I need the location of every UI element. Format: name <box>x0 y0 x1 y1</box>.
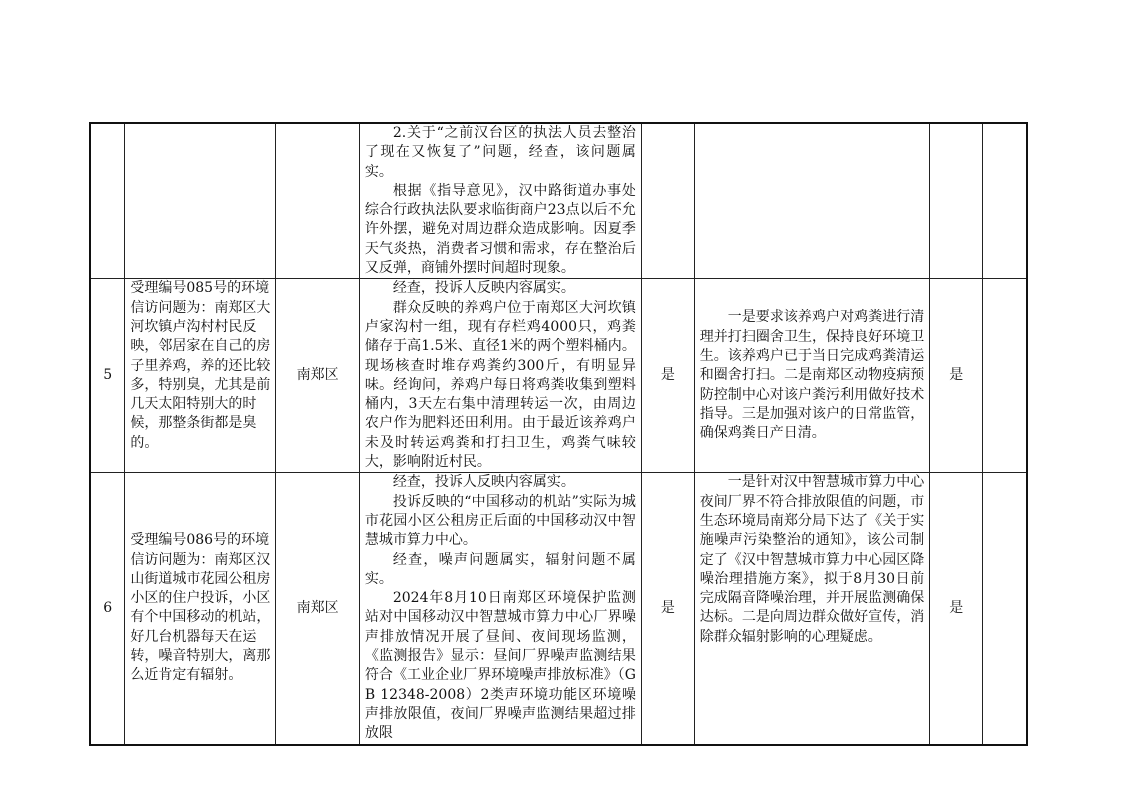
findings-paragraph: 经查，噪声问题属实，辐射问题不属实。 <box>364 551 636 587</box>
table-row <box>90 123 1027 279</box>
district-cell: 南郑区 <box>276 473 359 745</box>
row-number <box>90 123 125 279</box>
district-cell: 南郑区 <box>276 279 359 473</box>
resolved-cell: 是 <box>930 279 983 473</box>
verified-cell: 是 <box>641 473 694 745</box>
remark-cell <box>983 473 1027 745</box>
findings-paragraph: 投诉反映的“中国移动的机站”实际为城市花园小区公租房正后面的中国移动汉中智慧城市算力中心。 <box>364 493 636 549</box>
findings-cell <box>359 473 641 745</box>
verified-cell: 是 <box>641 279 694 473</box>
verified-cell <box>641 123 694 279</box>
findings-paragraph: 根据《指导意见》，汉中路街道办事处综合行政执法队要求临街商户23点以后不允许外摆，避免对周边群众造成影响。因夏季天气炎热，消费者习惯和需求，存在整治后又反弹，商铺外摆时间超时现象。 <box>364 182 636 277</box>
findings-paragraph: 群众反映的养鸡户位于南郑区大河坎镇卢家沟村一组，现有存栏鸡4000只，鸡粪储存于高1.5米、直径1米的两个塑料桶内。现场核查时堆存鸡粪约300斤，有明显异味。经询问，养鸡户每日将鸡粪收集到塑料桶内，3天左右集中清理转运一次，由周边农户作为肥料还田利用。由于最近该养鸡户未及时转运鸡粪和打扫卫生，鸡粪气味较大，影响附近村民。 <box>364 299 636 471</box>
measures-cell <box>694 123 930 279</box>
resolved-cell: 是 <box>930 473 983 745</box>
measures-cell <box>694 279 930 473</box>
remark-cell <box>983 123 1027 279</box>
resolved-cell <box>930 123 983 279</box>
findings-paragraph: 2.关于“之前汉台区的执法人员去整治了现在又恢复了”问题，经查，该问题属实。 <box>364 125 636 180</box>
findings-cell <box>359 123 641 279</box>
findings-paragraph: 经查，投诉人反映内容属实。 <box>392 280 575 297</box>
findings-paragraph: 2024年8月10日南郑区环境保护监测站对中国移动汉中智慧城市算力中心厂界噪声排放情况开展了昼间、夜间现场监测，《监测报告》显示：昼间厂界噪声监测结果符合《工业企业厂界环境噪声排放标准》（GB 12348-2008）2类声环境功能区环境噪声排放限值，夜间厂界噪声监测结果超过排放限 <box>364 590 636 742</box>
measures-cell <box>694 473 930 745</box>
remark-cell <box>983 279 1027 473</box>
complaint-cell <box>125 123 276 279</box>
findings-paragraph: 经查，投诉人反映内容属实。 <box>392 474 575 491</box>
row-number: 6 <box>90 473 125 745</box>
table-row <box>90 279 1027 473</box>
measures-paragraph: 一是针对汉中智慧城市算力中心夜间厂界不符合排放限值的问题，市生态环境局南郑分局下达了《关于实施噪声污染整治的通知》，该公司制定了《汉中智慧城市算力中心园区降噪治理措施方案》，拟于8月30日前完成隔音降噪治理，并开展监测确保达标。二是向周边群众做好宣传，消除群众辐射影响的心理疑虑。 <box>699 474 925 645</box>
complaint-cell: 受理编号085号的环境信访问题为：南郑区大河坎镇卢沟村村民反映，邻居家在自己的房子里养鸡，养的还比较多，特别臭，尤其是前几天太阳特别大的时候，那整条街都是臭的。 <box>125 279 276 473</box>
findings-cell <box>359 279 641 473</box>
complaint-table <box>89 122 1028 746</box>
complaint-cell: 受理编号086号的环境信访问题为：南郑区汉山街道城市花园公租房小区的住户投诉，小区有个中国移动的机站，好几台机器每天在运转，噪音特别大，离那么近肯定有辐射。 <box>125 473 276 745</box>
table-row <box>90 473 1027 745</box>
row-number: 5 <box>90 279 125 473</box>
measures-paragraph: 一是要求该养鸡户对鸡粪进行清理并打扫圈舍卫生，保持良好环境卫生。该养鸡户已于当日完成鸡粪清运和圈舍打扫。二是南郑区动物疫病预防控制中心对该户粪污利用做好技术指导。三是加强对该户的日常监管，确保鸡粪日产日清。 <box>699 309 925 442</box>
district-cell <box>276 123 359 279</box>
